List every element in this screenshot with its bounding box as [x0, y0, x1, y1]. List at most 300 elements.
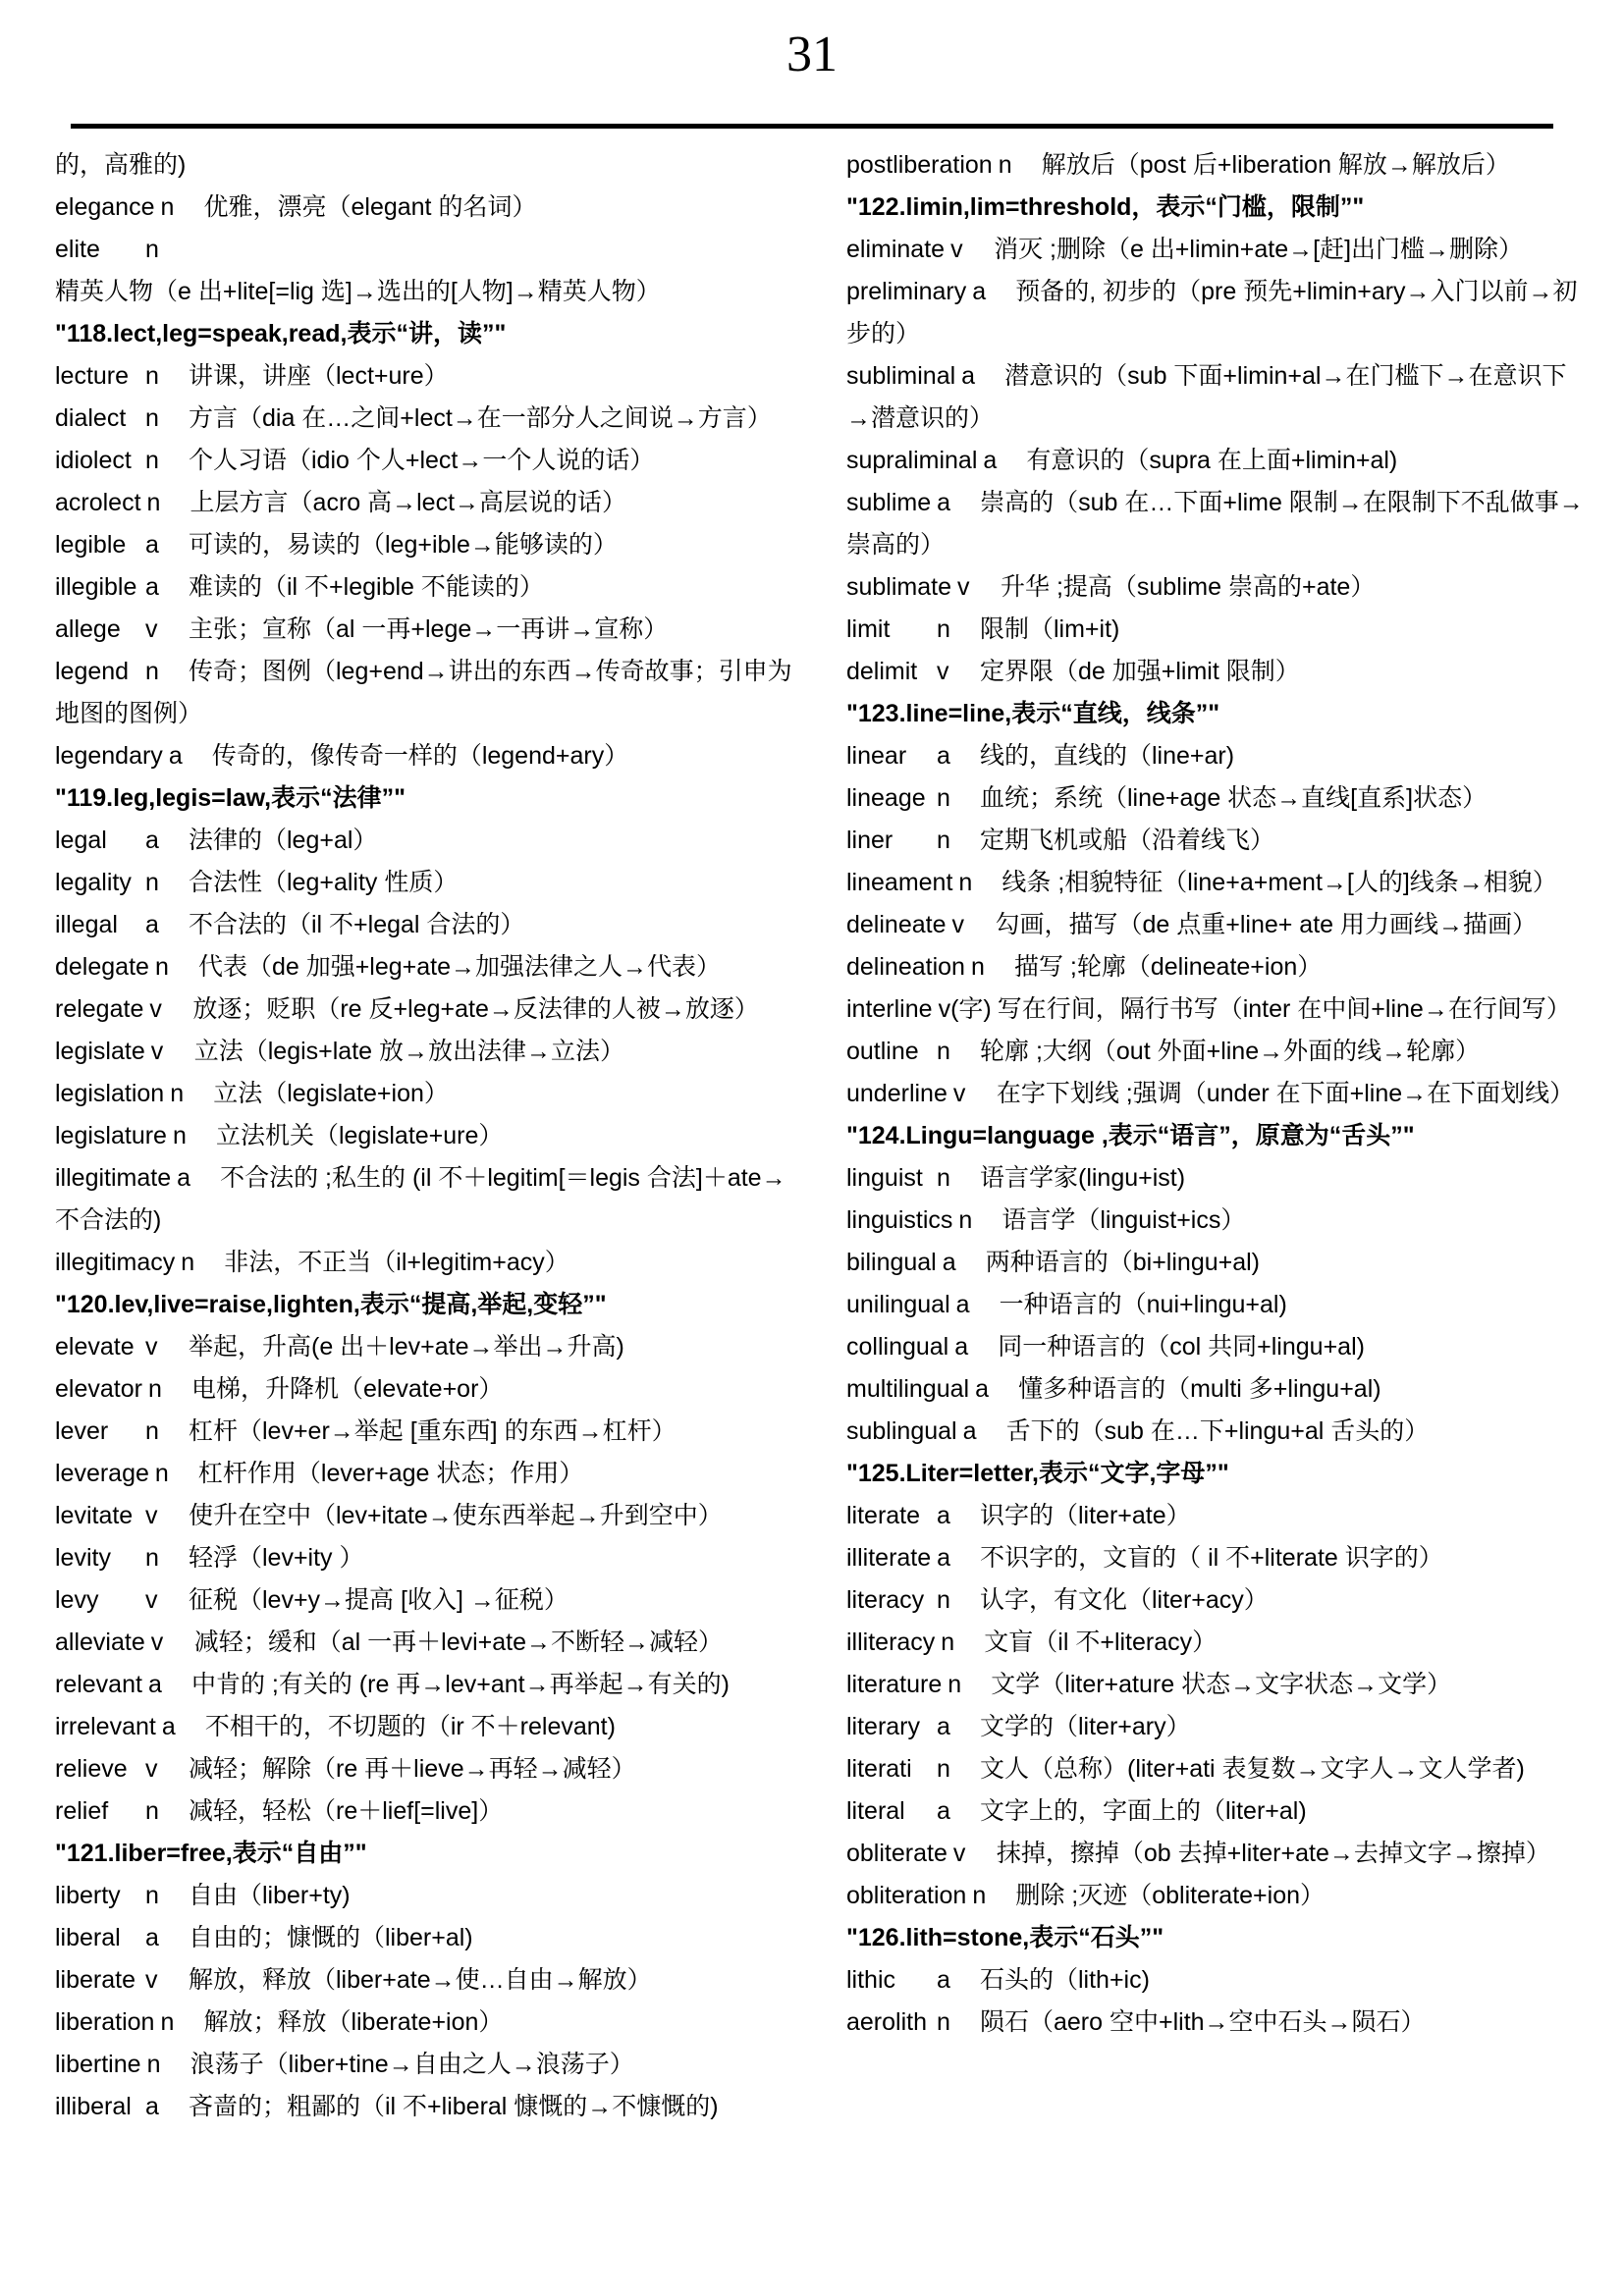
entry-word: multilingual	[846, 1375, 970, 1403]
entry-word: illiberal	[55, 2093, 132, 2120]
entry-row	[846, 1537, 1585, 1579]
entry-row	[846, 1242, 1585, 1284]
entry-def: 抹掉，擦掉（ob 去掉+liter+ate→去掉文字→擦掉）	[996, 1840, 1550, 1867]
entry-def: 写在行间，隔行书写（inter 在中间+line→在行间写）	[997, 995, 1571, 1023]
entry-word: sublime	[846, 489, 932, 516]
entry-def: 限制（lim+it)	[980, 615, 1120, 643]
entry-pos: v	[145, 1586, 158, 1614]
entry-pos: n	[947, 1671, 962, 1698]
entry-row	[846, 1875, 1585, 1917]
entry-pos: a	[147, 1671, 162, 1698]
section-header: "125.Liter=letter,表示“文字,字母”"	[846, 1460, 1229, 1487]
entry-word: literature	[846, 1671, 943, 1698]
entry-row	[55, 355, 793, 398]
entry-def: 描写 ;轮廓（delineate+ion）	[1013, 953, 1323, 981]
entry-row	[55, 524, 793, 566]
entry-row	[846, 1073, 1585, 1115]
entry-row	[846, 1790, 1585, 1833]
entry-pos: n	[145, 1797, 159, 1825]
entry-word: sublingual	[846, 1417, 957, 1445]
section-header: "120.lev,live=raise,lighten,表示“提高,举起,变轻”"	[55, 1291, 607, 1318]
entry-pos: n	[145, 362, 159, 390]
entry-pos: a	[937, 1544, 951, 1572]
entry-def: 可读的，易读的（leg+ible→能够读的）	[189, 531, 618, 559]
entry-def: 血统；系统（line+age 状态→直线[直系]状态）	[980, 784, 1488, 812]
entry-row	[55, 1073, 793, 1115]
entry-def: 勾画，描写（de 点重+line+ ate 用力画线→描画）	[995, 911, 1537, 938]
entry-pos: a	[145, 531, 159, 559]
entry-pos: n	[145, 447, 159, 474]
entry-def: 减轻，轻松（re＋lief[=live]）	[189, 1797, 504, 1825]
entry-row	[846, 1706, 1585, 1748]
entry-pos: v	[950, 236, 963, 263]
entry-row	[55, 1790, 793, 1833]
entry-pos: a	[937, 1502, 950, 1529]
entry-pos: v	[952, 1080, 966, 1107]
entry-row	[55, 1875, 793, 1917]
entry-pos: a	[145, 573, 159, 601]
entry-pos: n	[146, 489, 161, 516]
entry-word: elite	[55, 236, 100, 263]
entry-def: 定界限（de 加强+limit 限制）	[980, 658, 1300, 685]
entry-word: outline	[846, 1038, 919, 1065]
entry-row	[846, 1031, 1585, 1073]
entry-def: 立法机关（legislate+ure）	[215, 1122, 504, 1149]
entry-word: allege	[55, 615, 121, 643]
entry-row	[846, 229, 1585, 271]
entry-word: postliberation	[846, 151, 993, 179]
entry-word: libertine	[55, 2051, 141, 2078]
entry-word: literati	[846, 1755, 912, 1783]
entry-pos: n	[145, 404, 159, 432]
entry-pos: a	[177, 1164, 191, 1192]
entry-row	[55, 1959, 793, 2002]
entry-def: 一种语言的（nui+lingu+al)	[999, 1291, 1287, 1318]
entry-word: collingual	[846, 1333, 949, 1361]
entry-word: legality	[55, 869, 132, 896]
entry-pos: a	[942, 1249, 956, 1276]
entry-word: lecture	[55, 362, 130, 390]
entry-row	[846, 1411, 1585, 1453]
entry-pos: a	[145, 2093, 159, 2120]
entry-pos: n	[181, 1249, 195, 1276]
entry-word: interline	[846, 995, 933, 1023]
entry-word: eliminate	[846, 236, 946, 263]
entry-word: relief	[55, 1797, 109, 1825]
entry-def: 自由的；慷慨的（liber+al)	[189, 1924, 473, 1951]
entry-pos: a	[937, 1797, 950, 1825]
entry-row	[846, 988, 1585, 1031]
entry-def: 征税（lev+y→提高 [收入] →征税）	[189, 1586, 568, 1614]
entry-def: 杠杆（lev+er→举起 [重东西] 的东西→杠杆）	[189, 1417, 677, 1445]
entry-row	[55, 904, 793, 946]
entry-word: liner	[846, 827, 893, 854]
section-header: "123.line=line,表示“直线，线条”"	[846, 700, 1220, 727]
entry-pos: n	[937, 1586, 950, 1614]
entry-word: linguist	[846, 1164, 923, 1192]
entry-def: 自由（liber+ty)	[189, 1882, 351, 1909]
entry-def: 立法（legislate+ion）	[213, 1080, 449, 1107]
entry-word: leverage	[55, 1460, 149, 1487]
entry-word: liberation	[55, 2008, 155, 2036]
entry-def: 不识字的，文盲的（ il 不+literate 识字的）	[980, 1544, 1443, 1572]
entry-word: illegal	[55, 911, 118, 938]
entry-word: relevant	[55, 1671, 142, 1698]
entry-row	[55, 862, 793, 904]
entry-row	[846, 651, 1585, 693]
entry-word: liberty	[55, 1882, 121, 1909]
entry-pos: n	[170, 1080, 185, 1107]
entry-word: legal	[55, 827, 107, 854]
right-column	[846, 144, 1585, 2128]
entry-word: legend	[55, 658, 130, 685]
entry-pos: a	[961, 362, 976, 390]
entry-def: 有意识的（supra 在上面+limin+al)	[1026, 447, 1398, 474]
entry-def: 两种语言的（bi+lingu+al)	[985, 1249, 1261, 1276]
entry-row	[55, 1748, 793, 1790]
entry-pos: v	[145, 1755, 158, 1783]
entry-pos: n	[160, 193, 175, 221]
entry-row	[846, 1495, 1585, 1537]
entry-word: delineate	[846, 911, 947, 938]
entry-row	[846, 777, 1585, 820]
entry-pos: n	[937, 1038, 950, 1065]
entry-pos: v	[150, 1629, 164, 1656]
entry-row	[55, 482, 793, 524]
entry-def: 识字的（liter+ate）	[980, 1502, 1191, 1529]
entry-def: 电梯，升降机（elevate+or）	[190, 1375, 504, 1403]
entry-pos: a	[161, 1713, 176, 1740]
entry-row	[55, 1917, 793, 1959]
entry-def: 使升在空中（lev+itate→使东西举起→升到空中）	[189, 1502, 723, 1529]
entry-def: 法律的（leg+al）	[189, 827, 378, 854]
entry-row	[55, 1326, 793, 1368]
entry-word: levy	[55, 1586, 99, 1614]
entry-word: illegible	[55, 573, 137, 601]
entry-word: literary	[846, 1713, 921, 1740]
entry-word: lineament	[846, 869, 953, 896]
section-header: "124.Lingu=language ,表示“语言”，原意为“舌头”"	[846, 1122, 1415, 1149]
entry-row	[846, 1579, 1585, 1622]
entry-word: literal	[846, 1797, 905, 1825]
entry-pos: n	[970, 953, 985, 981]
entry-word: legendary	[55, 742, 163, 770]
entry-row	[846, 735, 1585, 777]
entry-pos: n	[154, 1460, 169, 1487]
entry-word: relieve	[55, 1755, 128, 1783]
entry-pos: v	[937, 658, 949, 685]
entry-row	[846, 271, 1585, 355]
entry-word: underline	[846, 1080, 947, 1107]
entry-row	[55, 651, 793, 735]
entry-def: 升华 ;提高（sublime 崇高的+ate）	[1001, 573, 1376, 601]
entry-def: 解放，释放（liber+ate→使…自由→解放）	[189, 1966, 652, 1994]
entry-word: legislature	[55, 1122, 167, 1149]
entry-def: 预备的, 初步的（pre 预先+limin+ary→入门以前→初步的）	[846, 278, 1578, 347]
entry-pos: a	[145, 827, 159, 854]
entry-pos: v	[952, 1840, 966, 1867]
entry-row	[846, 355, 1585, 440]
entry-pos: n	[937, 1755, 950, 1783]
entry-word: delineation	[846, 953, 965, 981]
entry-word: lineage	[846, 784, 926, 812]
entry-row	[846, 904, 1585, 946]
section-header: "122.limin,lim=threshold，表示“门槛，限制”"	[846, 193, 1365, 221]
entry-row	[55, 1115, 793, 1157]
entry-word: liberal	[55, 1924, 121, 1951]
entry-row	[846, 2002, 1585, 2044]
entry-pos: a	[972, 278, 987, 305]
entry-word: limit	[846, 615, 891, 643]
entry-word: legislation	[55, 1080, 165, 1107]
entry-def: 不相干的，不切题的（ir 不＋relevant)	[204, 1713, 616, 1740]
entry-pos: a	[937, 1713, 950, 1740]
entry-def: 杠杆作用（lever+age 状态；作用）	[197, 1460, 584, 1487]
entry-word: elevator	[55, 1375, 142, 1403]
entry-def: 定期飞机或船（沿着线飞）	[980, 827, 1275, 854]
entry-def: 浪荡子（liber+tine→自由之人→浪荡子）	[189, 2051, 634, 2078]
entry-pos: n	[937, 1164, 950, 1192]
entry-row	[846, 1368, 1585, 1411]
entry-pos: a	[983, 447, 998, 474]
entry-word: obliteration	[846, 1882, 967, 1909]
entry-def: 解放；释放（liberate+ion）	[203, 2008, 504, 2036]
entry-pos: a	[937, 742, 950, 770]
entry-row	[846, 1326, 1585, 1368]
entry-word: unilingual	[846, 1291, 950, 1318]
entry-word: illegitimate	[55, 1164, 172, 1192]
entry-def: 个人习语（idio 个人+lect→一个人说的话）	[189, 447, 655, 474]
entry-def: 崇高的（sub 在…下面+lime 限制→在限制下不乱做事→崇高的）	[846, 489, 1584, 559]
entry-row	[846, 1157, 1585, 1200]
entry-row	[55, 2002, 793, 2044]
entry-row	[55, 187, 793, 229]
entry-word: illiterate	[846, 1544, 932, 1572]
entry-pos: n	[937, 784, 950, 812]
entry-def: 非法，不正当（il+legitim+acy）	[224, 1249, 569, 1276]
entry-def: 文人（总称）(liter+ati 表复数→文字人→文人学者)	[980, 1755, 1525, 1783]
entry-pos: n	[937, 615, 950, 643]
entry-row	[846, 144, 1585, 187]
entry-word: supraliminal	[846, 447, 978, 474]
entry-pos: v	[145, 1333, 158, 1361]
entry-row	[55, 440, 793, 482]
entry-def: 精英人物（e 出+lite[=lig 选]→选出的[人物]→精英人物）	[55, 278, 661, 305]
entry-def: 轮廓 ;大纲（out 外面+line→外面的线→轮廓）	[980, 1038, 1481, 1065]
entry-word: elegance	[55, 193, 155, 221]
entry-row	[55, 229, 793, 313]
section-header: "118.lect,leg=speak,read,表示“讲，读”"	[55, 320, 507, 347]
entry-def: 文字上的，字面上的（liter+al)	[980, 1797, 1307, 1825]
entry-def: 文学的（liter+ary）	[980, 1713, 1191, 1740]
entry-word: dialect	[55, 404, 127, 432]
entry-def: 方言（dia 在…之间+lect→在一部分人之间说→方言）	[189, 404, 772, 432]
entry-pos: n	[160, 2008, 175, 2036]
entry-def: 解放后（post 后+liberation 解放→解放后）	[1041, 151, 1510, 179]
entry-word: preliminary	[846, 278, 967, 305]
entry-pos: n	[145, 1417, 159, 1445]
entry-def: 减轻；解除（re 再＋lieve→再轻→减轻）	[189, 1755, 636, 1783]
entry-def: 懂多种语言的（multi 多+lingu+al)	[1018, 1375, 1381, 1403]
entry-row	[846, 1622, 1585, 1664]
entry-row	[55, 2086, 793, 2128]
entry-row	[846, 566, 1585, 609]
entry-def: 文盲（il 不+literacy）	[984, 1629, 1218, 1656]
entry-pos: a	[955, 1291, 970, 1318]
entry-pos: n	[958, 869, 973, 896]
entry-pos: v	[145, 1966, 158, 1994]
entry-def: 同一种语言的（col 共同+lingu+al)	[998, 1333, 1365, 1361]
entry-pos: n	[147, 1375, 162, 1403]
entry-def: 语言学（linguist+ics）	[1001, 1206, 1246, 1234]
entry-pos: n	[145, 1544, 159, 1572]
entry-row	[55, 1664, 793, 1706]
entry-pos: a	[962, 1417, 977, 1445]
entry-def: 讲课，讲座（lect+ure）	[189, 362, 449, 390]
entry-pos: a	[937, 1966, 950, 1994]
left-column	[55, 144, 793, 2128]
entry-def: 语言学家(lingu+ist)	[980, 1164, 1186, 1192]
entry-def: 不合法的（il 不+legal 合法的）	[189, 911, 525, 938]
entry-pos: a	[145, 1924, 159, 1951]
entry-pos: n	[941, 1629, 955, 1656]
section-header: "126.lith=stone,表示“石头”"	[846, 1924, 1164, 1951]
continuation-line: 的，高雅的)	[55, 151, 187, 179]
entry-def: 文学（liter+ature 状态→文字状态→文学）	[991, 1671, 1452, 1698]
entry-def: 不合法的 ;私生的 (il 不＋legitim[＝legis 合法]＋ate→不合法的)	[55, 1164, 786, 1234]
entry-row	[55, 1453, 793, 1495]
entry-pos: v	[957, 573, 970, 601]
entry-row	[846, 946, 1585, 988]
entry-row	[55, 1579, 793, 1622]
entry-def: 优雅，漂亮（elegant 的名词）	[203, 193, 537, 221]
entry-row	[55, 1031, 793, 1073]
entry-row	[55, 1495, 793, 1537]
entry-row	[55, 2044, 793, 2086]
entry-def: 难读的（il 不+legible 不能读的）	[189, 573, 544, 601]
entry-def: 放逐；贬职（re 反+leg+ate→反法律的人被→放逐）	[192, 995, 759, 1023]
entry-word: legislate	[55, 1038, 145, 1065]
entry-row	[55, 946, 793, 988]
entry-def: 代表（de 加强+leg+ate→加强法律之人→代表）	[197, 953, 722, 981]
entry-pos: a	[954, 1333, 969, 1361]
entry-def: 潜意识的（sub 下面+limin+al→在门槛下→在意识下→潜意识的）	[846, 362, 1567, 432]
entry-def: 减轻；缓和（al 一再＋levi+ate→不断轻→减轻）	[193, 1629, 724, 1656]
entry-word: literacy	[846, 1586, 925, 1614]
entry-pos: n	[145, 1882, 159, 1909]
entry-pos: v	[145, 1502, 158, 1529]
entry-def: 合法性（leg+ality 性质）	[189, 869, 459, 896]
entry-word: levity	[55, 1544, 111, 1572]
entry-pos: v	[145, 615, 158, 643]
entry-def: 舌下的（sub 在…下+lingu+al 舌头的）	[1005, 1417, 1430, 1445]
entry-def: 线的，直线的（line+ar)	[980, 742, 1235, 770]
entry-def: 传奇；图例（leg+end→讲出的东西→传奇故事；引申为地图的图例）	[55, 658, 792, 727]
entry-pos: a	[145, 911, 159, 938]
entry-def: 举起，升高(e 出＋lev+ate→举出→升高)	[189, 1333, 624, 1361]
entry-word: lithic	[846, 1966, 896, 1994]
entry-def: 删除 ;灭迹（obliterate+ion）	[1015, 1882, 1326, 1909]
entry-row	[846, 1959, 1585, 2002]
entry-word: aerolith	[846, 2008, 927, 2036]
entry-word: idiolect	[55, 447, 132, 474]
entry-word: linguistics	[846, 1206, 953, 1234]
entry-row	[55, 566, 793, 609]
entry-row	[55, 735, 793, 777]
entry-word: liberate	[55, 1966, 135, 1994]
entry-row	[846, 820, 1585, 862]
entry-row	[55, 609, 793, 651]
entry-row	[55, 988, 793, 1031]
entry-pos: n	[937, 2008, 950, 2036]
entry-word: legible	[55, 531, 127, 559]
entry-pos: n	[146, 2051, 161, 2078]
entry-def: 轻浮（lev+ity ）	[189, 1544, 364, 1572]
entry-def: 认字，有文化（liter+acy）	[980, 1586, 1269, 1614]
entry-row	[55, 398, 793, 440]
entry-row	[846, 1284, 1585, 1326]
entry-word: subliminal	[846, 362, 956, 390]
entry-def: 在字下划线 ;强调（under 在下面+line→在下面划线）	[996, 1080, 1575, 1107]
entry-row	[846, 1833, 1585, 1875]
entry-word: illegitimacy	[55, 1249, 176, 1276]
entry-word: irrelevant	[55, 1713, 156, 1740]
section-header: "121.liber=free,表示“自由”"	[55, 1840, 367, 1867]
entry-word: delimit	[846, 658, 918, 685]
entry-row	[55, 1706, 793, 1748]
entry-def: 主张；宣称（al 一再+lege→一再讲→宣称）	[189, 615, 669, 643]
entry-row	[55, 1537, 793, 1579]
entry-row	[55, 1157, 793, 1242]
section-header: "119.leg,legis=law,表示“法律”"	[55, 784, 406, 812]
entry-word: literate	[846, 1502, 921, 1529]
entry-word: relegate	[55, 995, 144, 1023]
entry-def: 陨石（aero 空中+lith→空中石头→陨石）	[980, 2008, 1426, 2036]
entry-word: linear	[846, 742, 907, 770]
entry-pos: n	[958, 1206, 973, 1234]
entry-def: 线条 ;相貌特征（line+a+ment→[人的]线条→相貌）	[1001, 869, 1557, 896]
entry-row	[846, 1664, 1585, 1706]
entry-def: 吝啬的；粗鄙的（il 不+liberal 慷慨的→不慷慨的)	[189, 2093, 719, 2120]
entry-word: elevate	[55, 1333, 135, 1361]
entry-row	[55, 1368, 793, 1411]
entry-row	[846, 862, 1585, 904]
two-column-layout	[0, 129, 1624, 2128]
entry-row	[55, 820, 793, 862]
entry-pos: a	[168, 742, 183, 770]
entry-def: 中肯的 ;有关的 (re 再→lev+ant→再举起→有关的)	[190, 1671, 730, 1698]
entry-pos: n	[937, 827, 950, 854]
entry-row	[55, 1411, 793, 1453]
entry-row	[55, 1622, 793, 1664]
entry-pos: n	[172, 1122, 187, 1149]
entry-row	[846, 440, 1585, 482]
entry-word: lever	[55, 1417, 109, 1445]
entry-word: sublimate	[846, 573, 951, 601]
entry-def: 立法（legis+late 放→放出法律→立法）	[193, 1038, 625, 1065]
entry-pos: n	[998, 151, 1012, 179]
entry-pos: n	[145, 869, 159, 896]
entry-word: illiteracy	[846, 1629, 936, 1656]
entry-def: 石头的（lith+ic)	[980, 1966, 1150, 1994]
entry-row	[55, 1242, 793, 1284]
entry-pos: a	[937, 489, 951, 516]
entry-word: bilingual	[846, 1249, 937, 1276]
entry-word: obliterate	[846, 1840, 947, 1867]
entry-row	[846, 1200, 1585, 1242]
entry-pos: n	[145, 236, 159, 263]
entry-word: alleviate	[55, 1629, 145, 1656]
